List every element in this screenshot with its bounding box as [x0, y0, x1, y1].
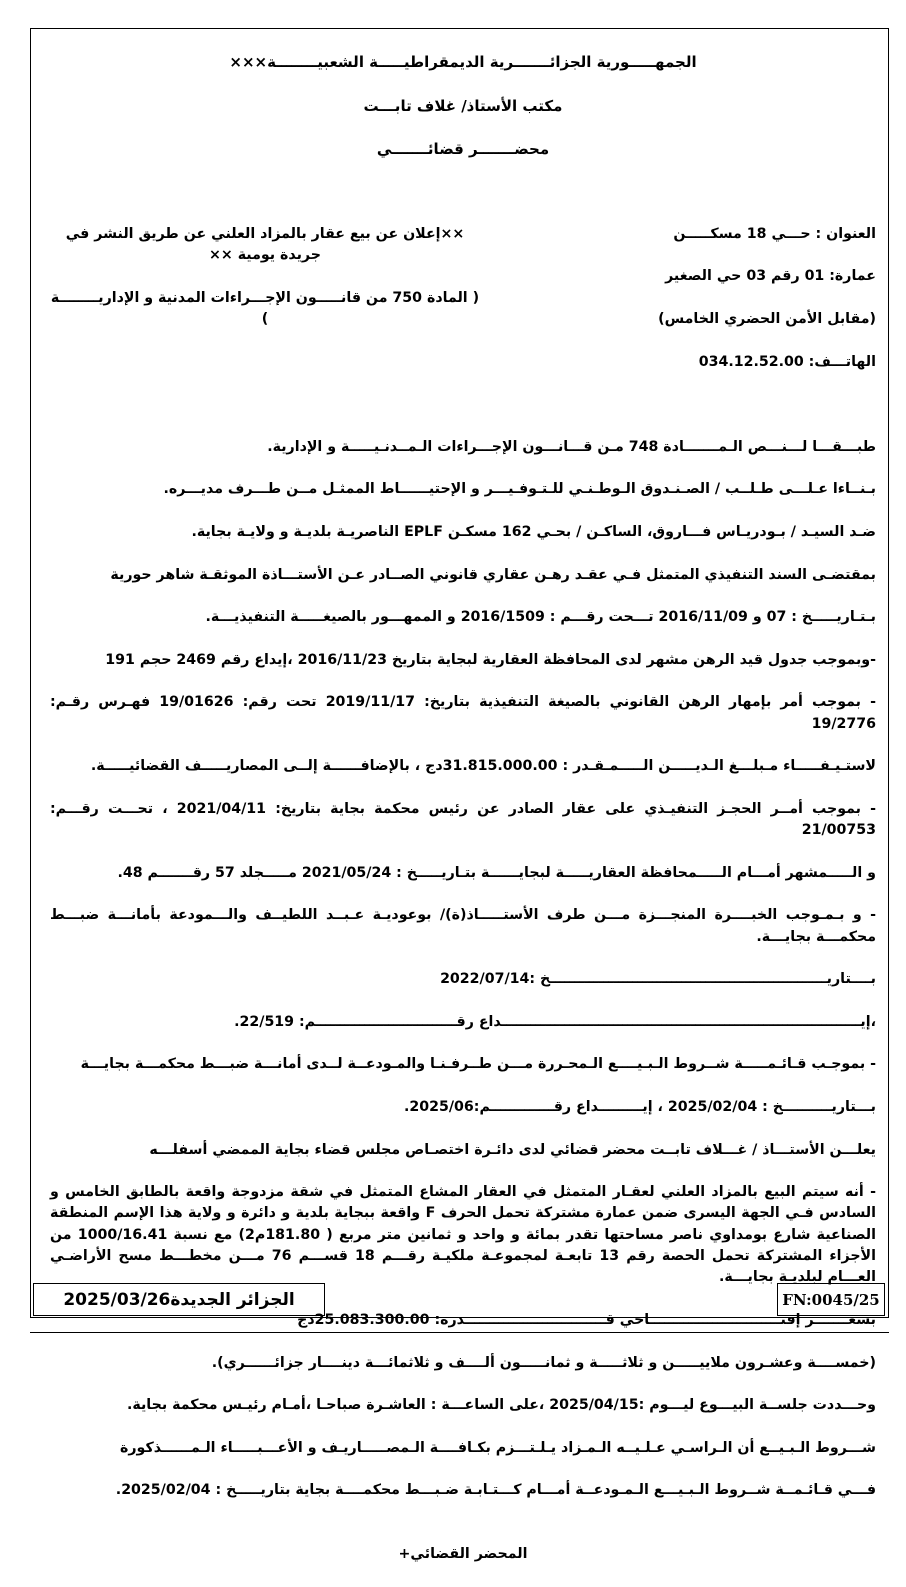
body-paragraph: و الـــــمشهر أمـــام الـــــمحافظة العقاريـــــة لبجايــــــة بتـاريـــــخ : 2021/05/24 مـــــجلد 57 رقـــــــم 48.	[117, 864, 876, 881]
body-paragraph: بــــتاريـــــــــــــــــــــــــــــــــــــــــــــــــــــــــخ :2022/07/14	[440, 971, 876, 988]
body-paragraph: لاستـيـفـــــاء مـبلـــغ الـديـــــن الـــــمـقـدر : 31.815.000.00دج ، بالإضافــــــة إلــى المصاريـــــف القضائيـــــة.	[90, 758, 876, 775]
body-paragraph: بـــتاريــــــــــخ : 2025/02/04 ، إيـــــــــداع رقـــــــــــــم:2025/06.	[403, 1098, 876, 1115]
body-paragraph: (خمســــة وعشـرون ملاييـــــن و ثلاثـــــة و ثمانـــــون ألــــف و ثلاثمائـــة دينــــار جزائــــــري).	[211, 1354, 876, 1371]
body-paragraph: شـــروط الـبـيــع أن الـراسـي عـلـيــه الـمـزاد يـلـتـــزم بكـافــــة الـمصـــــاريـف و الأعـــبـــــاء الـمــــــذكورة	[120, 1439, 876, 1456]
address-line: العنوان : حـــي 18 مسكـــــن	[673, 225, 876, 242]
body-paragraph: ضـد السيـد / بـودريـاس فـــاروق، الساكـن / بحـي 162 مسكـن EPLF الناصريـة بلديـة و ولايـة بجاية.	[191, 523, 876, 540]
address-line: (مقابل الأمن الحضري الخامس)	[658, 310, 876, 327]
bottom-divider	[30, 1332, 889, 1333]
body-paragraph: طبـــقـــا لـــنـــص الـمـــــــادة 748 مـن قـــانـــون الإجـــراءات الـمــدنـيـــــة و الإدارية.	[267, 438, 876, 455]
body-paragraph: - بموجـب قـائـمـــــة شــروط الـبـيــــع الـمحـررة مـــن طــرفـنـا والمـودعــة لــدى أمانـــة ضبـــط محكمـــة بجايـــة	[80, 1056, 876, 1073]
body-paragraph: وحـــددت جلســة البيـــوع ليـــوم :2025/04/15 ،على الساعـــة : العاشـرة صباحـا ،أمـام رئيـس محكمة بجاية.	[126, 1397, 876, 1414]
newspaper-date-box	[33, 1283, 325, 1316]
signature-line: المحضر القضائي+	[398, 1546, 528, 1563]
body-paragraph: -وبموجب جدول قيد الرهن مشهر لدى المحافظة العقارية لبجاية بتاريخ 2016/11/23 ،إيداع رقم 2469 حجم 191	[105, 651, 876, 668]
newspaper-date: الجزائر الجديدة2025/03/26	[63, 1289, 295, 1310]
republic-header: الجمهـــــورية الجزائـــــــرية الديمقراطيـــــة الشعبيــــــــة×××	[229, 53, 697, 72]
fn-reference: FN:0045/25	[782, 1290, 880, 1309]
notice-heading	[50, 202, 480, 394]
body-paragraph: - بموجب أمر بإمهار الرهن القانوني بالصيغة التنفيذية بتاريخ: 2019/11/17 تحت رقم: 19/01626 فهـرس رقـم: 19/2776	[50, 694, 876, 732]
legal-notice-document	[50, 30, 876, 1587]
office-name: مكتب الأستاذ/ غلاف تابـــت	[363, 96, 563, 115]
address-block	[636, 202, 876, 394]
address-notice-block	[50, 202, 876, 394]
body-paragraph: - أنه سيتم البيع بالمزاد العلني لعقـار المتمثل في العقار المشاع المتمثل في شقة مزدوجة واقعة بالطابق الخامس و السادس فـي الجهة اليسرى ضمن عمارة مشتركة تحمل الحرف F واقعة ببجاية بلدية و دائرة و ولاية هذا الإسم المنطقة الصناعية شارع بومداوي ناصر مساحتها تقدر بمائة و واحد و ثمانين متر مربع ( 181.80م2) مع نسبة 1000/16.41 من الأجزاء المشتركة تحمل الحصة رقم 13 تابعـة لمجموعـة ملكيـة رقـــم 18 قســـم 76 مـــن مخطـــط مسح الأراضـي العـــام لبلديـة بجايـــة.	[50, 1184, 876, 1286]
address-line: عمارة: 01 رقم 03 حي الصغير	[665, 268, 876, 285]
fn-reference-box	[777, 1283, 885, 1316]
body-paragraph: بسعـــــــر إفتـــــــــــــــــــــــــــاحي قـــــــــــــــــــــــــــــدره: 25.083.300.00دج	[297, 1311, 876, 1328]
body-paragraph: فـــي قـائـمــة شــروط الـبـيـــع الـمـودعــة أمـــام كـــتـابـة ضـبـــط محكمــــة بجاية بتاريـــــخ : 2025/02/04.	[115, 1482, 876, 1499]
body-paragraph: بـتـاريـــــخ : 07 و 2016/11/09 تـــحت رقـــم : 2016/1509 و الممهـــور بالصيغـــــة التنفيذيـــة.	[205, 609, 876, 626]
notice-article: ( المادة 750 من قانـــــون الإجـــراءات المدنية و الإداريــــــــة )	[50, 289, 480, 327]
body-paragraph: يعلـــن الأستـــاذ / غـــلاف تابــت محضر قضائي لدى دائـرة اختصـاص مجلس قضاء بجاية الممضي أسفلـــه	[149, 1141, 876, 1158]
body-paragraph: بمقتضـى السند التنفيذي المتمثل فـي عقـد رهـن عقاري قانوني الصــادر عـن الأستـــاذة الموثقـة شاهر حورية	[110, 566, 876, 583]
phone-line: الهاتـــف: 034.12.52.00	[698, 353, 876, 370]
body-paragraph: - بموجب أمــر الحجـز التنفيـذي على عقار الصادر عن رئيس محكمة بجاية بتاريخ: 2021/04/11 ، تحـــت رقـــم: 21/00753	[50, 800, 876, 839]
body-paragraph: ،إيــــــــــــــــــــــــــــــــــــــــــــــــــــــــــــــــــــــــــداع رقـــــــــــــــــــــــــــــم: 22/519.	[234, 1013, 876, 1030]
document-title: محضـــــــر قضائـــــــي	[376, 139, 550, 158]
body-paragraph: بـنــاءا عـلـــى طـلــب / الصـنـدوق الـوطـنـي للـتـوفـيـــر و الإحتيــــــاط الممثـل مــن طـــرف مديـــره.	[163, 481, 876, 498]
notice-title: ××إعلان عن بيع عقار بالمزاد العلني عن طريق النشر في جريدة يومية ××	[65, 225, 465, 264]
body-paragraph: - و بـمـوجب الخبــــرة المنجـــزة مـــن طرف الأستـــــاذ(ة)/ بوعوديـة عـبــد اللطيــف والـــمودعة بأمانـــة ضبـــط محكمـــة بجايـــة.	[50, 907, 876, 945]
